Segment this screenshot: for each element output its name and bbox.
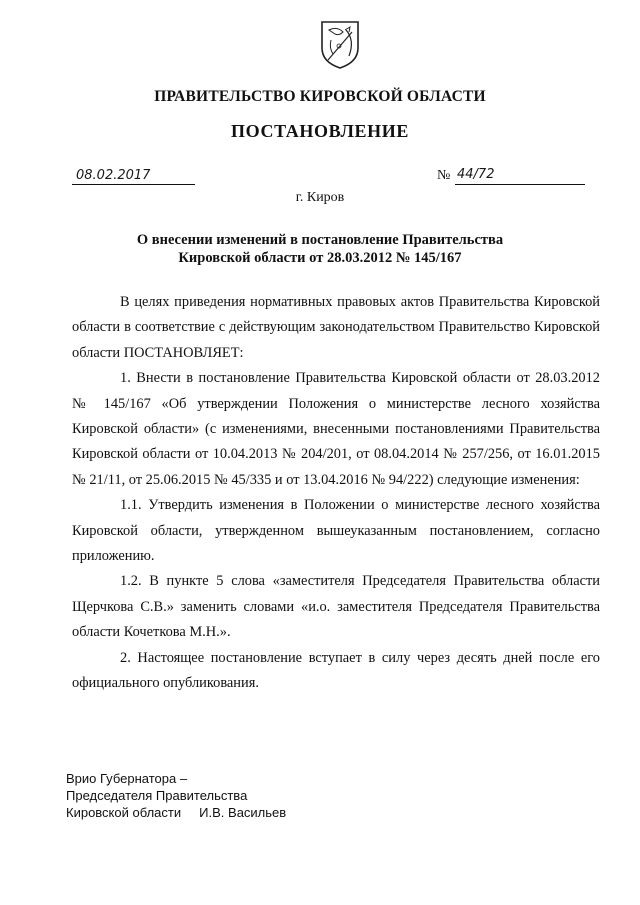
signature-line-2: Председателя Правительства: [66, 788, 248, 803]
number-underline: [455, 166, 585, 185]
decree-date-field: [72, 166, 195, 185]
clause-1-2: 1.2. В пункте 5 слова «заместителя Председателя Правительства области Щерчкова С.В.» заменить словами «и.о. заместителя Председателя Правительства области Кочеткова М.Н.».: [72, 573, 600, 641]
government-name: ПРАВИТЕЛЬСТВО КИРОВСКОЙ ОБЛАСТИ: [154, 88, 486, 105]
document-type: ПОСТАНОВЛЕНИЕ: [231, 121, 409, 141]
preamble-paragraph: В целях приведения нормативных правовых актов Правительства Кировской области в соответствие с действующим законодательством Правительство Кировской области ПОСТАНОВЛЯЕТ:: [72, 294, 600, 361]
decree-subject: [0, 231, 640, 267]
decree-date: 08.02.2017: [76, 168, 151, 183]
subject-line-1: О внесении изменений в постановление Правительства: [136, 232, 504, 248]
clause-1-1: 1.1. Утвердить изменения в Положении о министерстве лесного хозяйства Кировской области, утвержденном вышеуказанным постановлением, согласно приложению.: [72, 497, 600, 565]
city: г. Киров: [295, 190, 345, 205]
decree-number: 44/72: [457, 167, 495, 182]
subject-line-2: Кировской области от 28.03.2012 № 145/167: [178, 250, 462, 266]
signature-line-1: Врио Губернатора –: [66, 771, 188, 786]
coat-of-arms-icon: [319, 18, 361, 70]
decree-body: [72, 290, 600, 697]
clause-2: 2. Настоящее постановление вступает в силу через десять дней после его официального опубликования.: [72, 649, 600, 692]
number-sign: №: [437, 168, 451, 183]
decree-number-field: [437, 166, 587, 184]
signature-block: [66, 770, 286, 821]
clause-1: 1. Внести в постановление Правительства Кировской области от 28.03.2012 № 145/167 «Об утверждении Положения о министерстве лесного хозяйства Кировской области» (с изменениями, внесенными постановлениями Правительства Кировской области от 10.04.2013 № 204/201, от 08.04.2014 № 257/256, от 16.01.2015 № 21/11, от 25.06.2015 № 45/335 и от 13.04.2016 № 94/222) следующие изменения:: [72, 370, 600, 488]
signature-line-3: Кировской области И.В. Васильев: [66, 805, 287, 820]
